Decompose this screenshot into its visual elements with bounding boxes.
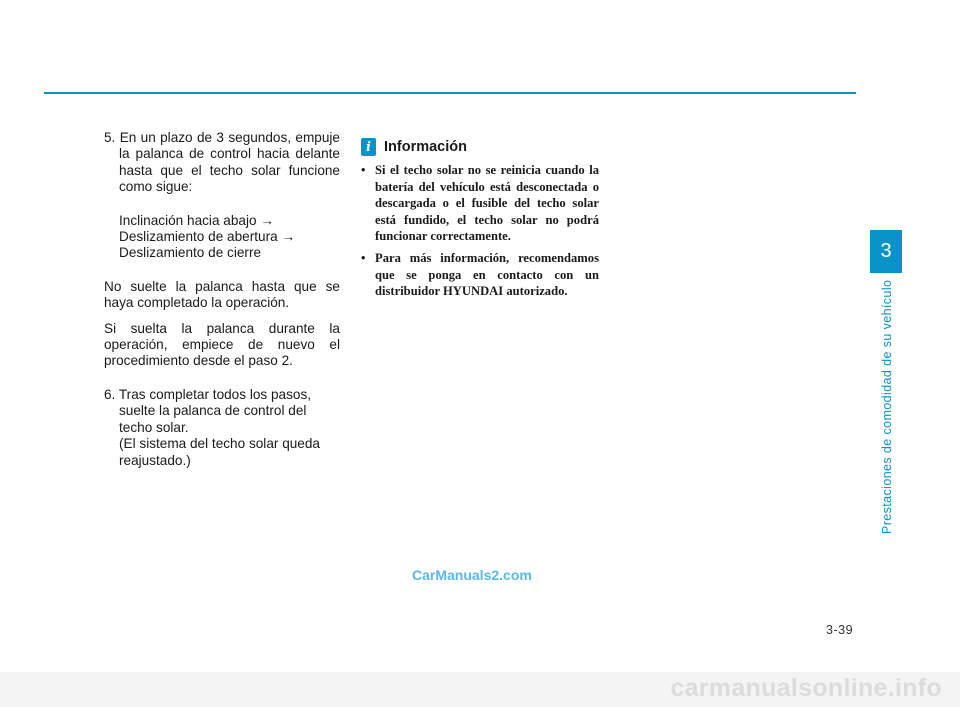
step-6-line: 6. Tras completar todos los pasos,: [104, 386, 312, 402]
information-list: [361, 162, 599, 300]
information-title: Información: [384, 139, 467, 155]
page-number: 3-39: [826, 623, 854, 637]
step-6-line: techo solar.: [119, 419, 189, 435]
header-rule: [44, 92, 856, 94]
footer-watermark-bar: [0, 672, 960, 707]
footer-watermark-text: carmanualsonline.info: [670, 674, 942, 702]
sequence-item: Deslizamiento de cierre: [119, 245, 262, 261]
information-box: [361, 137, 599, 305]
chapter-number-tab: 3: [870, 230, 902, 273]
step-6-line: suelte la palanca de control del: [119, 403, 307, 419]
step-6-line: reajustado.): [119, 452, 191, 468]
step-6-line: (El sistema del techo solar queda: [119, 436, 320, 452]
information-item: • Si el techo solar no se reinicia cuando la batería del vehículo está desconectada o descargada o el fusible del techo solar está fundido, el techo solar no podrá funcionar correctamente.: [361, 162, 599, 245]
paragraph-no-release: No suelte la palanca hasta que se haya completado la operación.: [104, 278, 340, 311]
information-item: • Para más información, recomendamos que se ponga en contacto con un distribuidor HYUNDAI autorizado.: [361, 250, 599, 300]
information-header: [361, 137, 599, 157]
movement-sequence: [104, 213, 340, 262]
paragraph-restart: Si suelta la palanca durante la operación, empiece de nuevo el procedimiento desde el paso 2.: [104, 320, 340, 369]
chapter-title-text: Prestaciones de comodidad de su vehículo: [880, 279, 894, 534]
step-5: [104, 130, 340, 196]
chapter-title-vertical: [876, 279, 896, 534]
step-5-number: 5.: [104, 130, 116, 145]
watermark-link[interactable]: CarManuals2.com: [412, 567, 532, 583]
left-column: [104, 130, 340, 469]
step-6: [104, 387, 340, 469]
sequence-item: Deslizamiento de abertura →: [119, 229, 296, 245]
step-5-text: En un plazo de 3 segundos, empuje la palanca de control hacia delante hasta que el techo solar funcione como sigue:: [119, 130, 340, 195]
sequence-item: Inclinación hacia abajo →: [119, 212, 274, 228]
info-icon: i: [361, 138, 376, 156]
